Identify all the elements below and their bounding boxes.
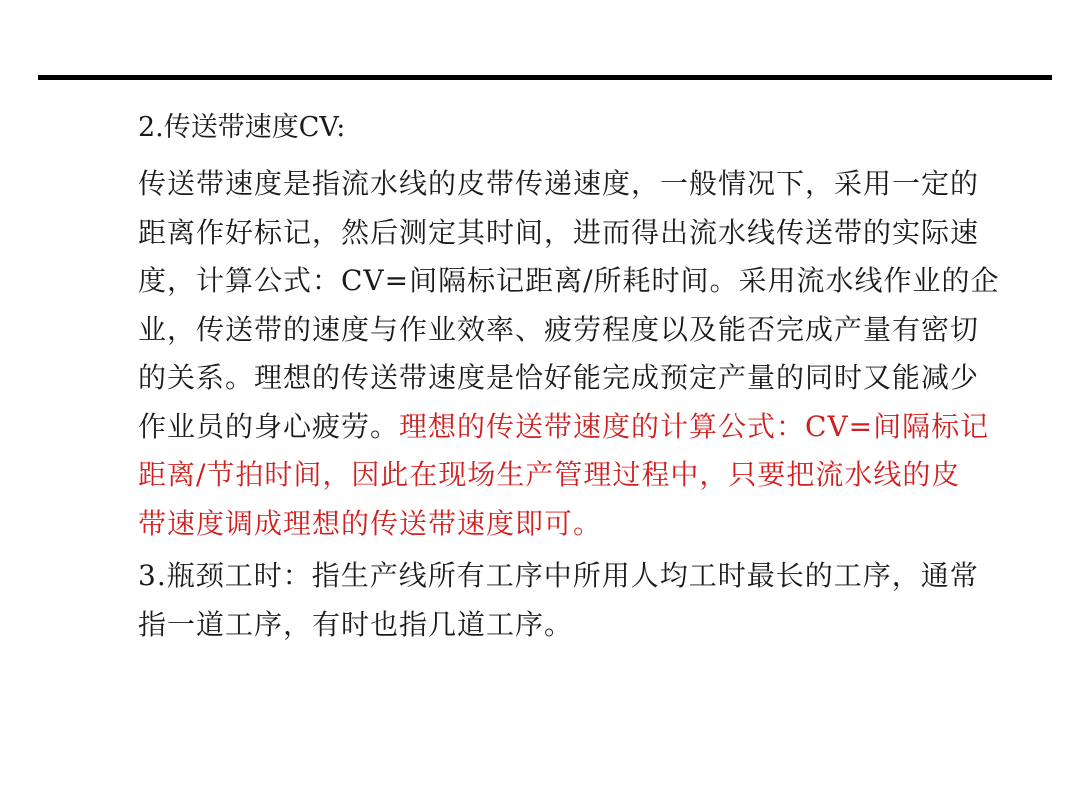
section-3-line: 指一道工序，有时也指几道工序。 (138, 607, 574, 641)
section-3-line: 3.瓶颈工时：指生产线所有工序中所用人均工时最长的工序，通常 (138, 559, 979, 592)
paragraph-line: 的关系。理想的传送带速度是恰好能完成预定产量的同时又能减少 (138, 361, 980, 394)
section-3-paragraph (138, 552, 1018, 649)
paragraph-line: 度，计算公式：CV=间隔标记距离/所耗时间。采用流水线作业的企 (138, 264, 1000, 297)
paragraph-line: 距离作好标记，然后测定其时间，进而得出流水线传送带的实际速 (138, 215, 980, 249)
highlighted-formula-text: 理想的传送带速度的计算公式：CV=间隔标记 (399, 409, 990, 443)
paragraph-text: 作业员的身心疲劳。 (138, 409, 400, 443)
slide-content (138, 102, 1018, 649)
highlighted-line: 带速度调成理想的传送带速度即可。 (138, 506, 603, 540)
paragraph-line: 传送带速度是指流水线的皮带传递速度，一般情况下，采用一定的 (138, 167, 980, 200)
paragraph-line-mixed (138, 403, 1018, 452)
section-2-heading: 2.传送带速度CV: (138, 112, 346, 143)
paragraph-line: 业，传送带的速度与作业效率、疲劳程度以及能否完成产量有密切 (138, 312, 980, 346)
highlighted-line: 距离/节拍时间，因此在现场生产管理过程中，只要把流水线的皮 (138, 458, 961, 491)
top-divider-rule (38, 75, 1052, 80)
section-2-paragraph (138, 160, 1018, 548)
